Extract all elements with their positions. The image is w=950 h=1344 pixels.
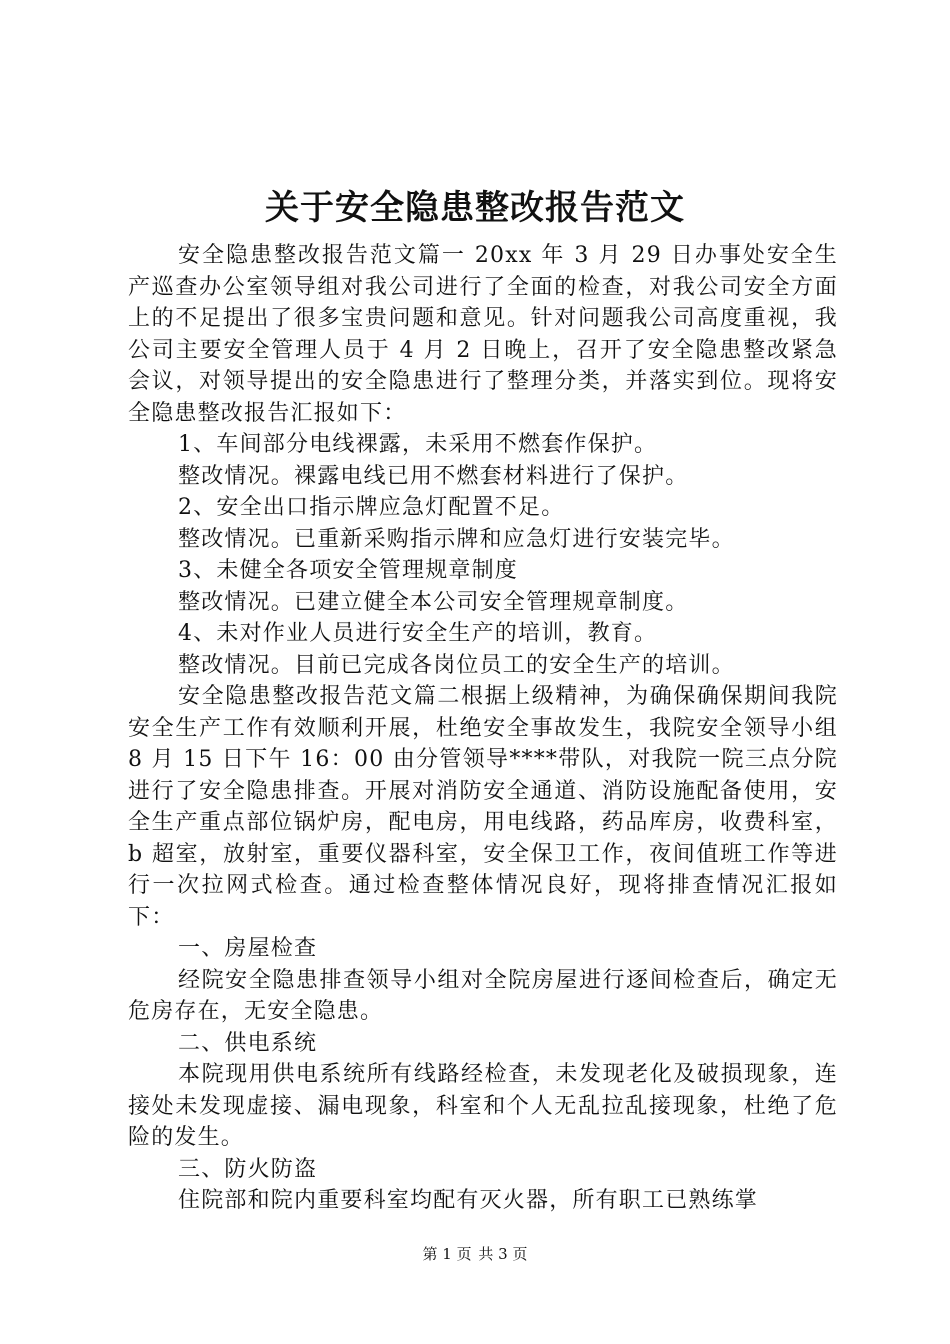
paragraph-1: 安全隐患整改报告范文篇一 20xx 年 3 月 29 日办事处安全生产巡查办公室领导组对我公司进行了全面的检查，对我公司安全方面上的不足提出了很多宝贵问题和意见。针对问题我公司高度重视，我公司主要安全管理人员于 4 月 2 日晚上，召开了安全隐患整改紧急会议，对领导提出的安全隐患进行了整理分类，并落实到位。现将安全隐患整改报告汇报如下： (128, 243, 838, 426)
paragraph-11: 一、房屋检查 (178, 936, 318, 961)
paragraph-7: 整改情况。已建立健全本公司安全管理规章制度。 (178, 589, 689, 615)
document-title: 关于安全隐患整改报告范文 (265, 188, 685, 228)
paragraph-9: 整改情况。目前已完成各岗位员工的安全生产的培训。 (178, 652, 735, 678)
paragraph-6: 3、未健全各项安全管理规章制度 (178, 558, 518, 583)
paragraph-8: 4、未对作业人员进行安全生产的培训，教育。 (178, 621, 658, 646)
paragraph-13: 二、供电系统 (178, 1030, 318, 1056)
page-total: 共 3 页 (478, 1245, 528, 1263)
paragraph-15: 三、防火防盗 (178, 1156, 318, 1182)
paragraph-4: 2、安全出口指示牌应急灯配置不足。 (178, 495, 565, 520)
paragraph-5: 整改情况。已重新采购指示牌和应急灯进行安装完毕。 (178, 526, 735, 552)
paragraph-16: 住院部和院内重要科室均配有灭火器，所有职工已熟练掌 (178, 1188, 759, 1213)
paragraph-2: 1、车间部分电线裸露，未采用不燃套作保护。 (178, 432, 658, 457)
paragraph-14: 本院现用供电系统所有线路经检查，未发现老化及破损现象，连接处未发现虚接、漏电现象，科室和个人无乱拉乱接现象，杜绝了危险的发生。 (128, 1062, 838, 1150)
paragraph-3: 整改情况。裸露电线已用不燃套材料进行了保护。 (178, 463, 689, 489)
page-footer (0, 1243, 950, 1265)
paragraph-10: 安全隐患整改报告范文篇二根据上级精神，为确保确保期间我院安全生产工作有效顺利开展，杜绝安全事故发生，我院安全领导小组 8 月 15 日下午 16：00 由分管领导****带队，对我院一院三点分院进行了安全隐患排查。开展对消防安全通道、消防设施配备使用，安全生产重点部位锅炉房，配电房，用电线路，药品库房，收费科室，b 超室，放射室，重要仪器科室，安全保卫工作，夜间值班工作等进行一次拉网式检查。通过检查整体情况良好，现将排查情况汇报如下： (128, 684, 838, 930)
page-number: 第 1 页 (422, 1245, 472, 1263)
document-body (128, 240, 838, 1217)
paragraph-12: 经院安全隐患排查领导小组对全院房屋进行逐间检查后，确定无危房存在，无安全隐患。 (128, 967, 838, 1024)
